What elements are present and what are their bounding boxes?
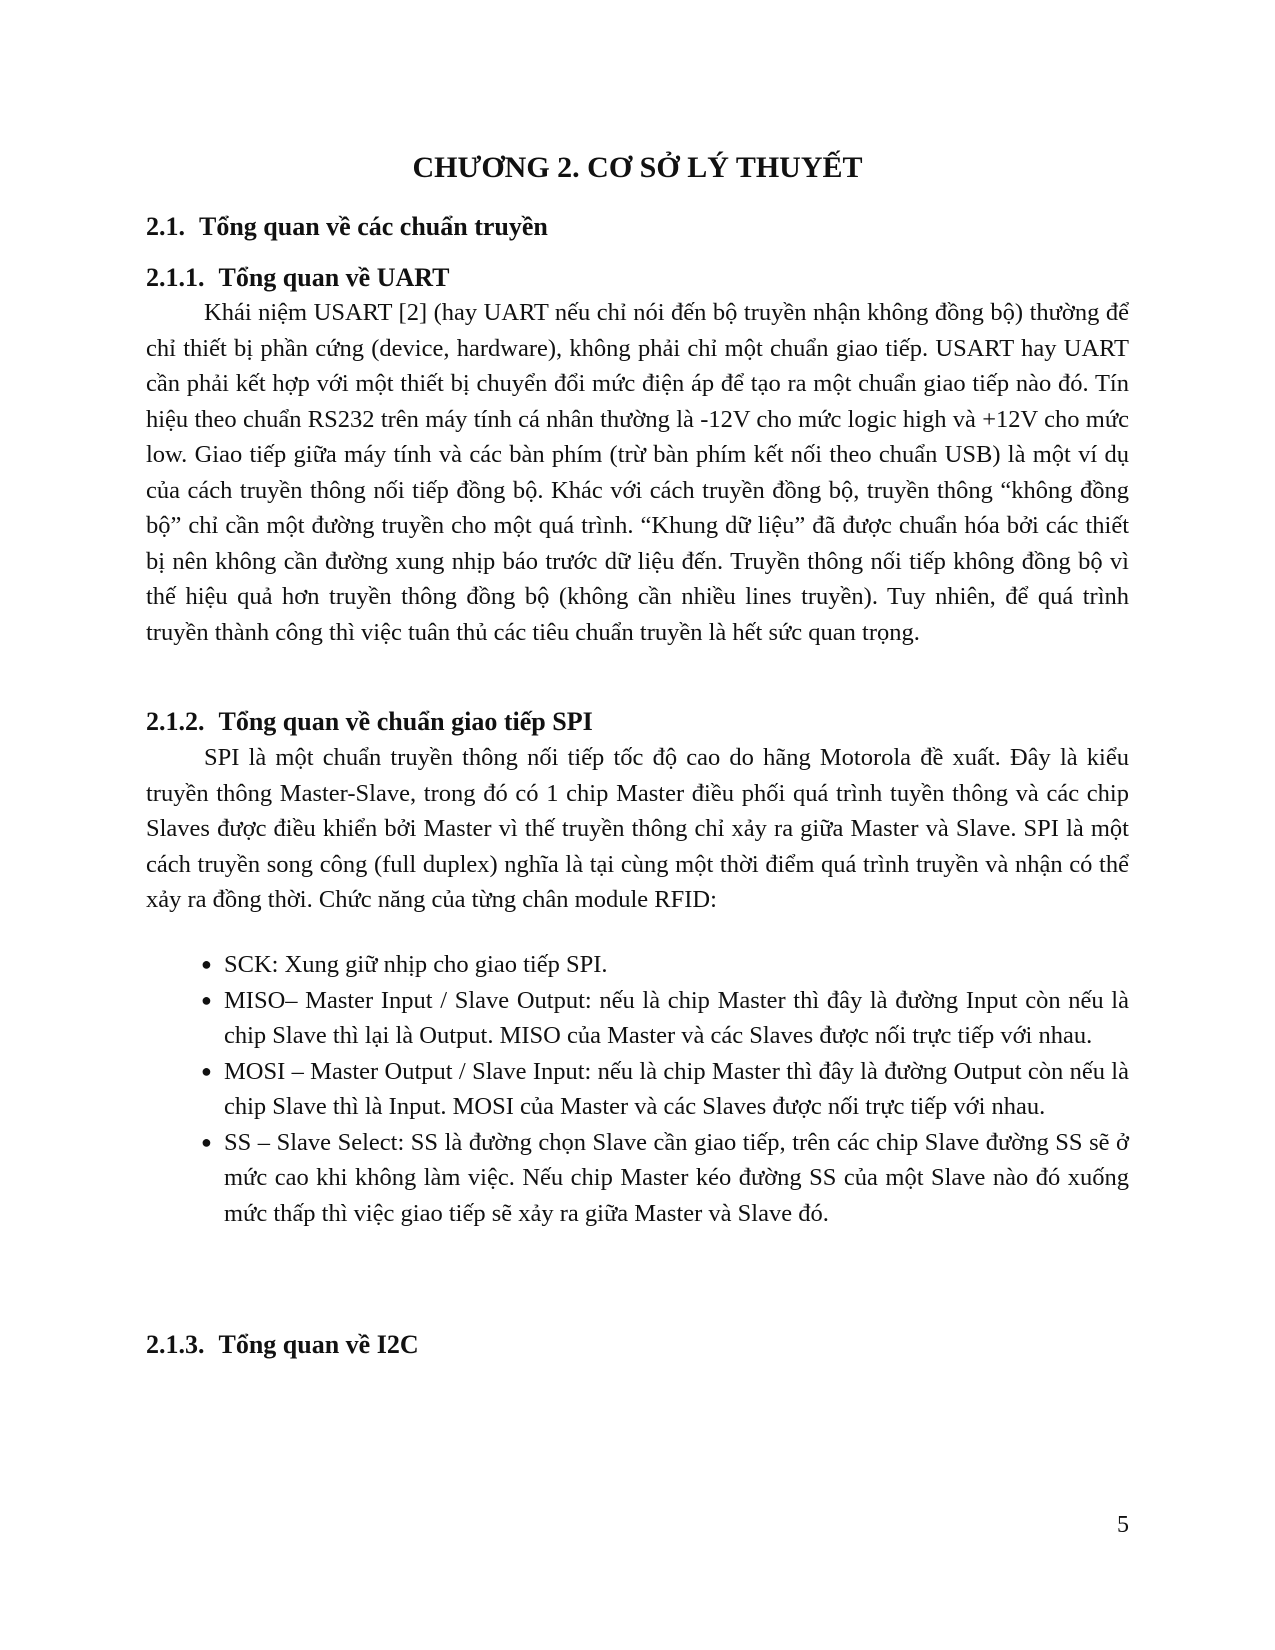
section-number: 2.1. xyxy=(146,212,185,241)
list-item xyxy=(146,1125,1129,1232)
section-number: 2.1.3. xyxy=(146,1330,205,1359)
spi-paragraph: SPI là một chuẩn truyền thông nối tiếp tốc độ cao do hãng Motorola đề xuất. Đây là kiểu truyền thông Master-Slave, trong đó có 1 chip Master điều phối quá trình tuyền thông và các chip Slaves được điều khiển bởi Master vì thế truyền thông chỉ xảy ra giữa Master và Slave. SPI là một cách truyền song công (full duplex) nghĩa là tại cùng một thời điểm quá trình truyền và nhận có thể xảy ra đồng thời. Chức năng của từng chân module RFID: xyxy=(146,744,1129,913)
section-heading-2-1 xyxy=(146,212,548,242)
list-item-text: MOSI – Master Output / Slave Input: nếu là chip Master thì đây là đường Output còn nếu là chip Slave thì là Input. MOSI của Master và các Slaves được nối trực tiếp với nhau. xyxy=(224,1057,1129,1120)
list-item-text: MISO– Master Input / Slave Output: nếu là chip Master thì đây là đường Input còn nếu là chip Slave thì lại là Output. MISO của Master và các Slaves được nối trực tiếp với nhau. xyxy=(224,986,1129,1049)
bullet-icon: ● xyxy=(201,1060,212,1081)
section-number: 2.1.2. xyxy=(146,707,205,736)
section-title: Tổng quan về chuẩn giao tiếp SPI xyxy=(218,707,593,736)
section-title: Tổng quan về các chuẩn truyền xyxy=(199,212,548,241)
section-heading-2-1-3 xyxy=(146,1330,419,1360)
page-number: 5 xyxy=(1117,1512,1129,1538)
document-page xyxy=(146,0,1129,1650)
list-item xyxy=(146,947,1129,983)
list-item xyxy=(146,1054,1129,1125)
section-heading-2-1-2 xyxy=(146,707,593,737)
list-item-text: SS – Slave Select: SS là đường chọn Slave cần giao tiếp, trên các chip Slave đường SS sẽ ở mức cao khi không làm việc. Nếu chip Master kéo đường SS của một Slave nào đó xuống mức thấp thì việc giao tiếp sẽ xảy ra giữa Master và Slave đó. xyxy=(224,1128,1129,1227)
list-item xyxy=(146,983,1129,1054)
section-heading-2-1-1 xyxy=(146,263,449,293)
section-title: Tổng quan về UART xyxy=(218,263,450,292)
bullet-icon: ● xyxy=(201,1131,212,1152)
spi-pin-list xyxy=(146,947,1129,1231)
bullet-icon: ● xyxy=(201,989,212,1010)
uart-paragraph: Khái niệm USART [2] (hay UART nếu chỉ nói đến bộ truyền nhận không đồng bộ) thường để chỉ thiết bị phần cứng (device, hardware), không phải chỉ một chuẩn giao tiếp. USART hay UART cần phải kết hợp với một thiết bị chuyển đổi mức điện áp để tạo ra một chuẩn giao tiếp nào đó. Tín hiệu theo chuẩn RS232 trên máy tính cá nhân thường là -12V cho mức logic high và +12V cho mức low. Giao tiếp giữa máy tính và các bàn phím (trừ bàn phím kết nối theo chuẩn USB) là một ví dụ của cách truyền thông nối tiếp đồng bộ. Khác với cách truyền đồng bộ, truyền thông “không đồng bộ” chỉ cần một đường truyền cho một quá trình. “Khung dữ liệu” đã được chuẩn hóa bởi các thiết bị nên không cần đường xung nhịp báo trước dữ liệu đến. Truyền thông nối tiếp không đồng bộ vì thế hiệu quả hơn truyền thông đồng bộ (không cần nhiều lines truyền). Tuy nhiên, để quá trình truyền thành công thì việc tuân thủ các tiêu chuẩn truyền là hết sức quan trọng. xyxy=(146,299,1129,646)
chapter-title: CHƯƠNG 2. CƠ SỞ LÝ THUYẾT xyxy=(412,151,863,184)
section-title: Tổng quan về I2C xyxy=(218,1330,419,1359)
bullet-icon: ● xyxy=(201,954,212,974)
section-number: 2.1.1. xyxy=(146,263,205,292)
list-item-text: SCK: Xung giữ nhịp cho giao tiếp SPI. xyxy=(224,951,608,978)
